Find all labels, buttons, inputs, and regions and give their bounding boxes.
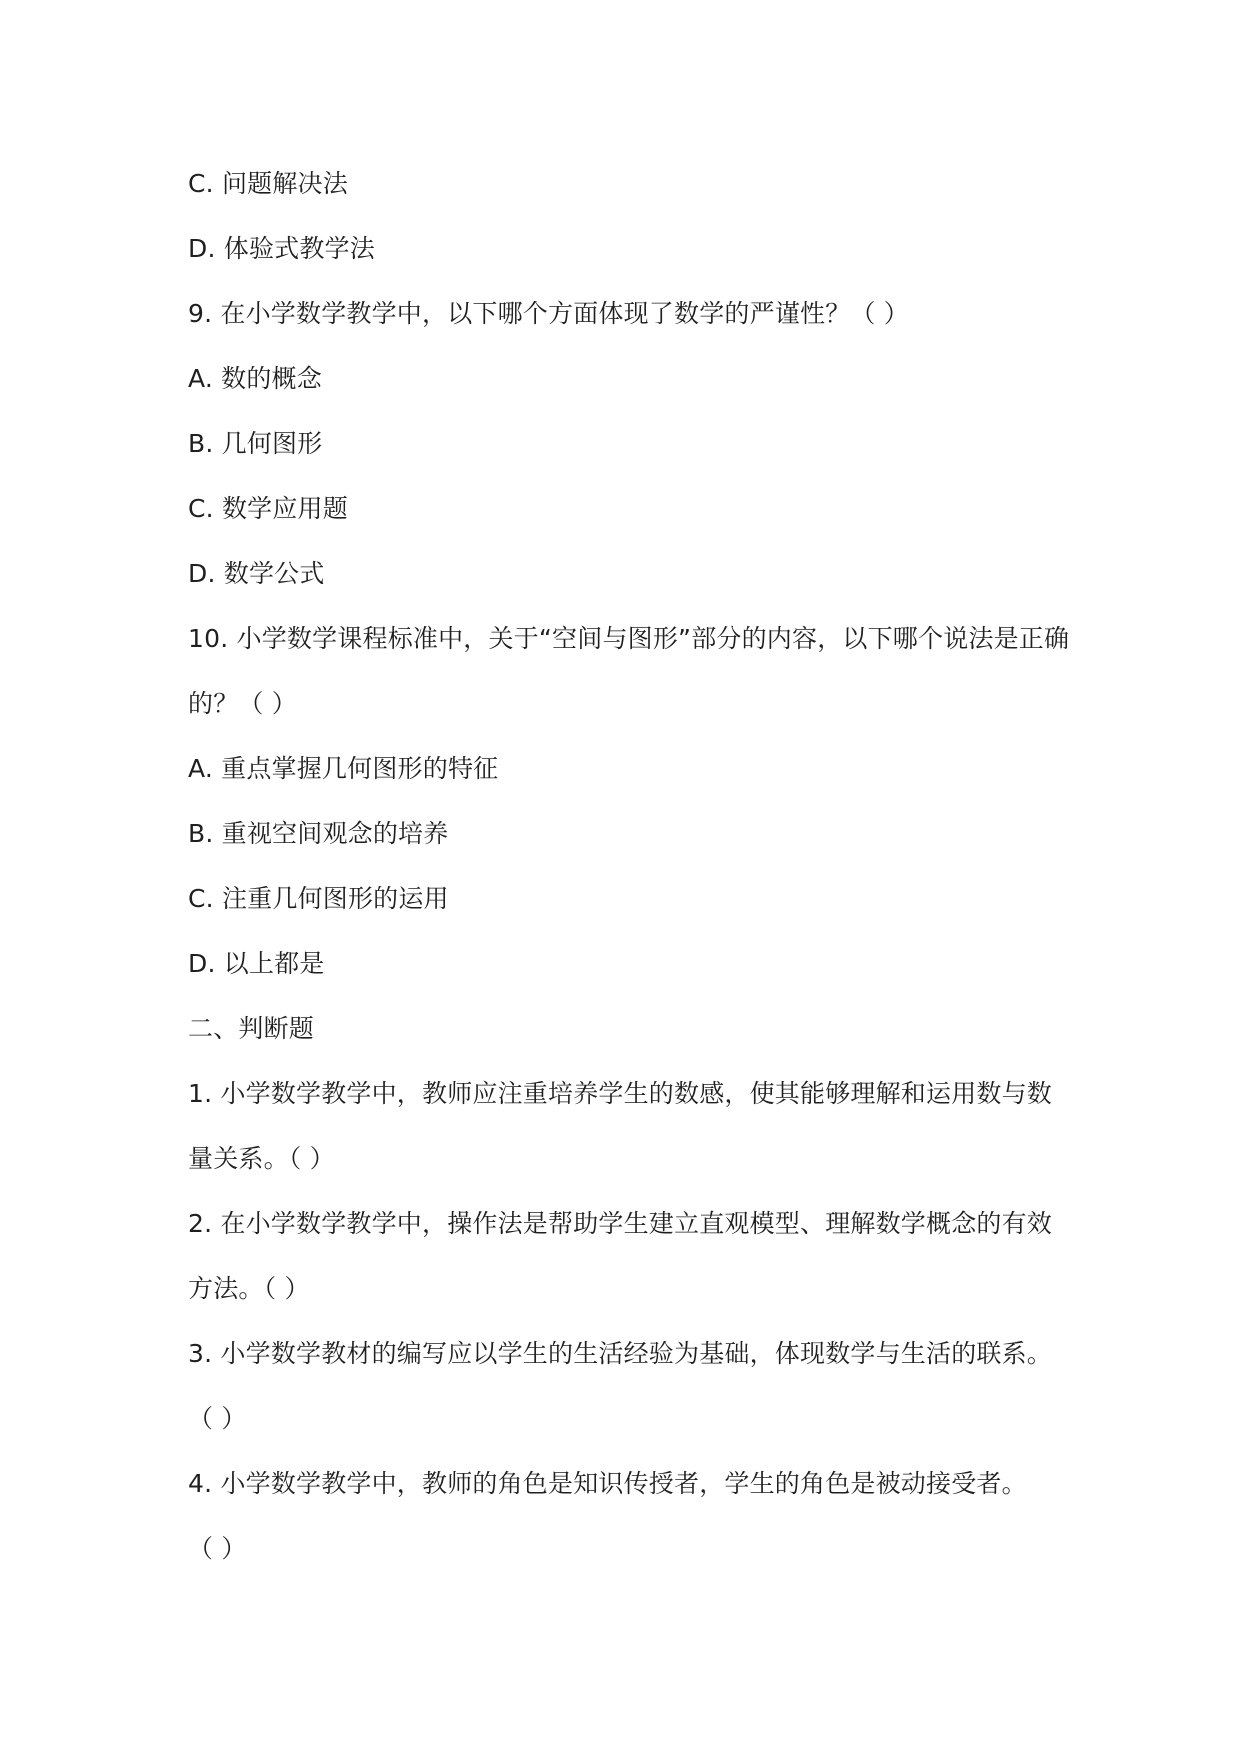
option-d-q10: D. 以上都是 — [188, 949, 325, 978]
option-d-q9: D. 数学公式 — [188, 559, 325, 588]
tf-question-1-line-2: 量关系。（ ） — [188, 1144, 335, 1173]
tf-question-1-line-1: 1. 小学数学教学中，教师应注重培养学生的数感，使其能够理解和运用数与数 — [188, 1079, 1053, 1108]
tf-question-3-line-1: 3. 小学数学教材的编写应以学生的生活经验为基础，体现数学与生活的联系。 — [188, 1339, 1053, 1368]
option-d-q8: D. 体验式教学法 — [188, 234, 375, 263]
tf-question-2-line-1: 2. 在小学数学教学中，操作法是帮助学生建立直观模型、理解数学概念的有效 — [188, 1209, 1053, 1238]
option-c-q8: C. 问题解决法 — [188, 169, 348, 198]
option-b-q9: B. 几何图形 — [188, 429, 323, 458]
section-heading-true-false: 二、判断题 — [188, 1014, 315, 1043]
option-c-q10: C. 注重几何图形的运用 — [188, 884, 449, 913]
document-body — [188, 158, 1068, 1588]
question-10-line-1: 10. 小学数学课程标准中，关于“空间与图形”部分的内容，以下哪个说法是正确 — [188, 624, 1070, 653]
question-9: 9. 在小学数学教学中，以下哪个方面体现了数学的严谨性？（ ） — [188, 299, 909, 328]
option-a-q10: A. 重点掌握几何图形的特征 — [188, 754, 499, 783]
option-b-q10: B. 重视空间观念的培养 — [188, 819, 449, 848]
tf-question-2-line-2: 方法。（ ） — [188, 1274, 310, 1303]
tf-question-3-line-2: （ ） — [188, 1404, 247, 1433]
option-c-q9: C. 数学应用题 — [188, 494, 348, 523]
tf-question-4-line-1: 4. 小学数学教学中，教师的角色是知识传授者，学生的角色是被动接受者。 — [188, 1469, 1027, 1498]
option-a-q9: A. 数的概念 — [188, 364, 322, 393]
tf-question-4-line-2: （ ） — [188, 1534, 247, 1563]
question-10-line-2: 的？（ ） — [188, 689, 297, 718]
